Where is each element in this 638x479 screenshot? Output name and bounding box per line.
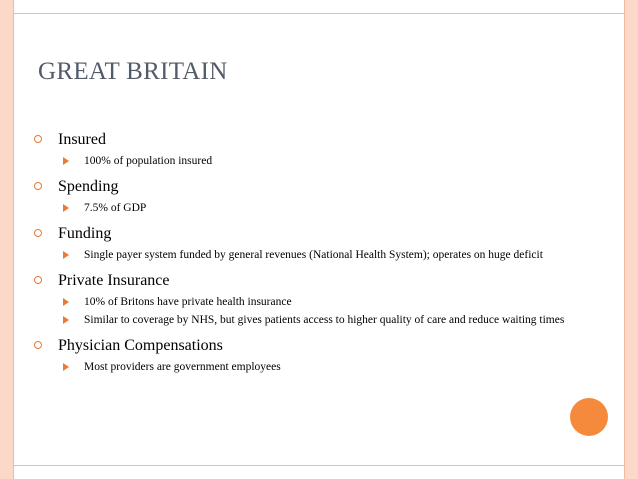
section-physician-compensations xyxy=(34,336,609,355)
section-spending xyxy=(34,177,609,196)
triangle-bullet-icon xyxy=(63,316,69,324)
sub-item xyxy=(34,294,609,310)
circle-bullet-icon xyxy=(34,341,42,349)
triangle-bullet-icon xyxy=(63,298,69,306)
triangle-bullet-icon xyxy=(63,157,69,165)
triangle-bullet-icon xyxy=(63,363,69,371)
section-heading: Physician Compensations xyxy=(58,337,223,354)
section-private-insurance xyxy=(34,271,609,290)
decorative-circle xyxy=(570,398,608,436)
section-heading: Private Insurance xyxy=(58,272,170,289)
bullet-list xyxy=(34,130,609,375)
sub-item-text: Most providers are government employees xyxy=(84,361,281,373)
sub-item-text: 10% of Britons have private health insurance xyxy=(84,296,292,308)
section-insured xyxy=(34,130,609,149)
sub-item-text: 7.5% of GDP xyxy=(84,202,147,214)
sub-item xyxy=(34,359,609,375)
left-border xyxy=(0,0,14,479)
circle-bullet-icon xyxy=(34,229,42,237)
top-rule xyxy=(14,13,624,14)
circle-bullet-icon xyxy=(34,182,42,190)
sub-item xyxy=(34,200,609,216)
section-heading: Insured xyxy=(58,131,106,148)
sub-item xyxy=(34,312,609,328)
sub-item-text: Similar to coverage by NHS, but gives patients access to higher quality of care and reduce waiting times xyxy=(84,314,565,326)
sub-item-text: Single payer system funded by general revenues (National Health System); operates on huge deficit xyxy=(84,249,543,261)
sub-item xyxy=(34,153,609,169)
triangle-bullet-icon xyxy=(63,251,69,259)
circle-bullet-icon xyxy=(34,135,42,143)
right-border xyxy=(624,0,638,479)
bottom-rule xyxy=(14,465,624,466)
sub-item-text: 100% of population insured xyxy=(84,155,213,167)
section-funding xyxy=(34,224,609,243)
sub-item xyxy=(34,247,609,263)
triangle-bullet-icon xyxy=(63,204,69,212)
circle-bullet-icon xyxy=(34,276,42,284)
section-heading: Spending xyxy=(58,178,119,195)
slide-title: GREAT BRITAIN xyxy=(38,58,228,85)
section-heading: Funding xyxy=(58,225,112,242)
